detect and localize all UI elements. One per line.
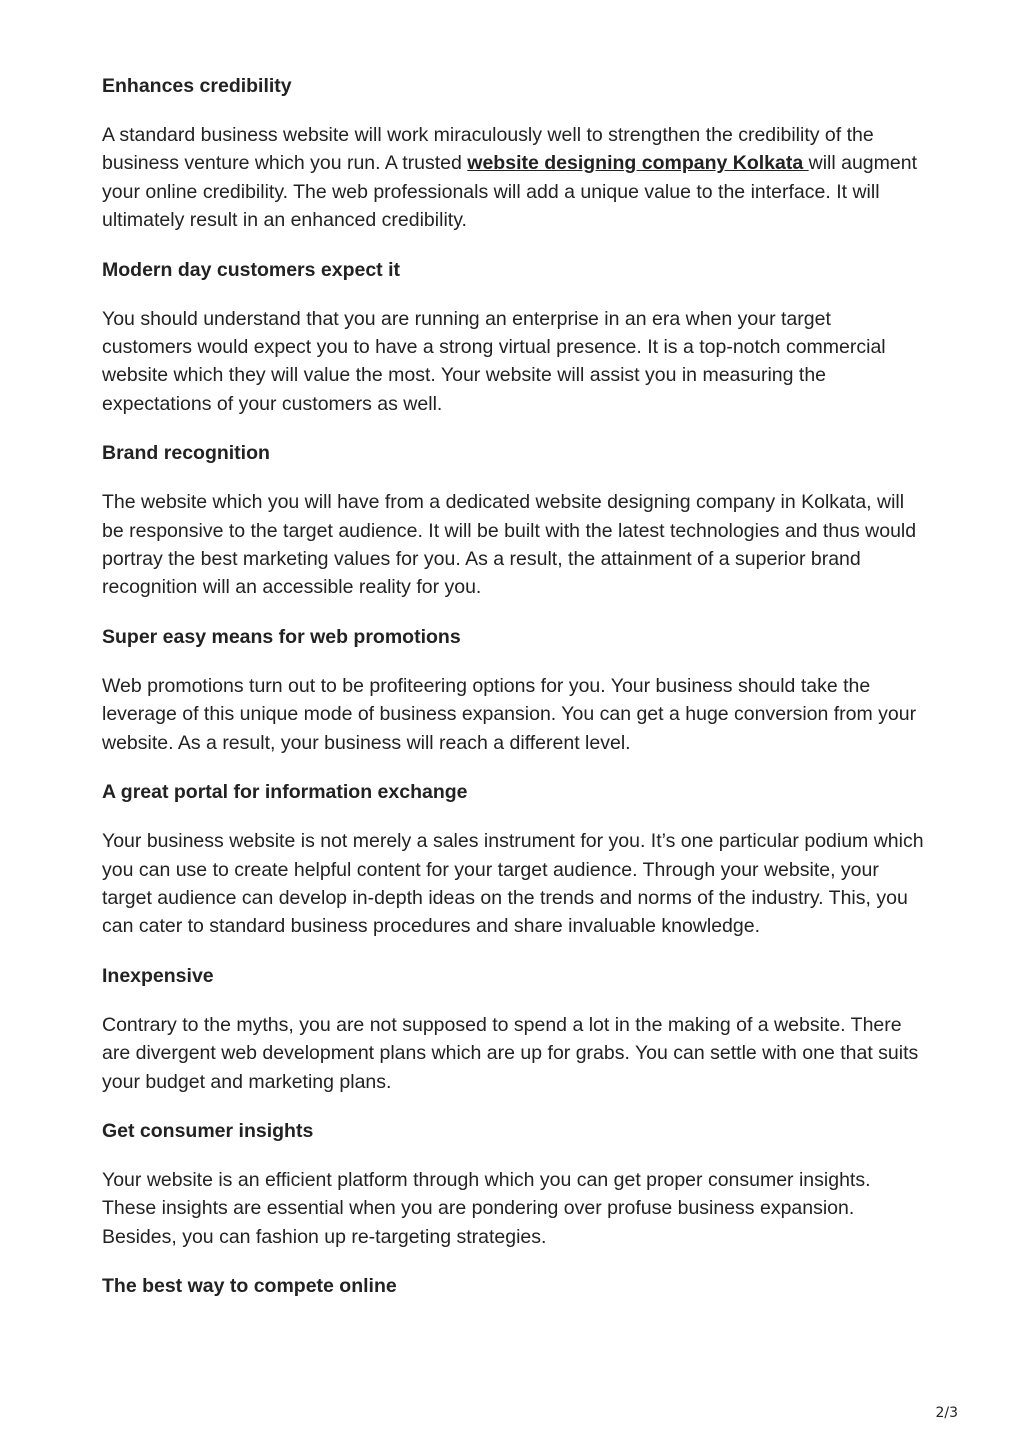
section-heading-compete-online: The best way to compete online — [102, 1275, 397, 1298]
section-heading-brand-recognition: Brand recognition — [102, 442, 270, 465]
section-heading-inexpensive: Inexpensive — [102, 964, 214, 987]
section-paragraph-inexpensive: Contrary to the myths, you are not supposed to spend a lot in the making of a website. There are divergent web development plans which are up for grabs. You can settle with one that suits your budget and marketing plans. — [102, 1013, 919, 1093]
section-heading-modern-day-customers: Modern day customers expect it — [102, 258, 401, 281]
paragraph-text: A standard business website will work miraculously well to strengthen the credibility of the business venture which you run. A trusted — [102, 124, 874, 175]
document-body — [102, 72, 924, 1321]
section-heading-web-promotions: Super easy means for web promotions — [102, 625, 461, 648]
section-paragraph-web-promotions: Web promotions turn out to be profiteering options for you. Your business should take the leverage of this unique mode of business expansion. You can get a huge conversion from your website. As a result, your business will reach a different level. — [102, 674, 917, 754]
section-heading-information-exchange: A great portal for information exchange — [102, 781, 468, 804]
section-paragraph-enhances-credibility — [102, 121, 924, 235]
section-heading-enhances-credibility: Enhances credibility — [102, 75, 292, 97]
section-paragraph-information-exchange: Your business website is not merely a sales instrument for you. It’s one particular podium which you can use to create helpful content for your target audience. Through your website, your target audience can develop in-depth ideas on the trends and norms of the industry. This, you can cater to standard business procedures and share invaluable knowledge. — [102, 830, 924, 938]
page-number: 2/3 — [935, 1405, 958, 1421]
paragraph-text: will augment your online credibility. The web professionals will add a unique value to the interface. It will ultimately result in an enhanced credibility. — [102, 152, 918, 232]
website-designing-company-link[interactable]: website designing company Kolkata — [467, 152, 809, 175]
section-paragraph-consumer-insights: Your website is an efficient platform through which you can get proper consumer insights. These insights are essential when you are pondering over profuse business expansion. Besides, you can fashion up re-targeting strategies. — [102, 1168, 871, 1248]
section-paragraph-modern-day-customers: You should understand that you are running an enterprise in an era when your target customers would expect you to have a strong virtual presence. It is a top-notch commercial website which they will value the most. Your website will assist you in measuring the expectations of your customers as well. — [102, 307, 886, 415]
section-paragraph-brand-recognition: The website which you will have from a dedicated website designing company in Kolkata, will be responsive to the target audience. It will be built with the latest technologies and thus would portray the best marketing values for you. As a result, the attainment of a superior brand recognition will an accessible reality for you. — [102, 491, 917, 599]
section-heading-consumer-insights: Get consumer insights — [102, 1119, 314, 1142]
